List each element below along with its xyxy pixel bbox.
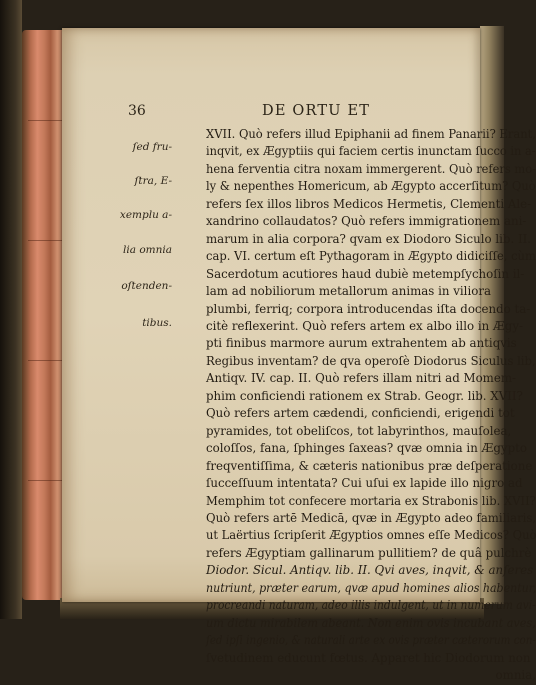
text-line: xandrino collaudatos? Quò refers immigrationem ani-: [206, 214, 527, 229]
text-line: ſvetudinem educunt fœtus. Apparet hic Diodorum non: [206, 650, 531, 665]
margin-note: xemplu a-: [119, 209, 172, 221]
margin-note: ſtra, E-: [134, 175, 172, 187]
text-line: procreandi naturam, adeo illis indulgent, ut in numerum avi-: [206, 598, 536, 613]
text-line: Diodor. Sicul. Antiqv. lib. II. Qvi aves, inqvit, & anſeres: [206, 563, 534, 578]
text-line: ut Laërtius ſcripſerit Ægyptios omnes eſſe Medicos? Quò: [206, 528, 536, 543]
text-line: Antiqv. IV. cap. II. Quò refers illam nitri ad Momem-: [206, 371, 517, 386]
text-line: ly & nepenthes Homericum, ab Ægypto accerſitum? Quò: [206, 179, 536, 194]
text-line: coloſſos, fana, ſphinges ſaxeas? qvæ omnia in Ægypto: [206, 441, 527, 456]
text-line: hena ferventia citra noxam immergerent. Quò refers mo-: [206, 161, 536, 176]
text-line: nutriunt, præter earum, qvæ apud homines alios habentur,: [206, 580, 536, 595]
running-head: [62, 103, 480, 123]
book-shadow-left: [0, 0, 22, 619]
text-line: ſucceſſuum intentata? Cui uſui ex lapide illo nigro ad: [206, 476, 523, 491]
running-title: DE ORTU ET: [262, 103, 371, 119]
text-line: citè reflexerint. Quò refers artem ex albo illo in Ægy-: [206, 318, 523, 333]
margin-note: ſed fru-: [132, 141, 172, 153]
book-binding: [22, 30, 66, 600]
text-line: Quò refers artē Medicā, qvæ in Ægypto adeo familiaris,: [206, 510, 536, 525]
text-line: Sacerdotum acutiores haud dubiè metempſychoſin il-: [206, 266, 525, 281]
body-text: [206, 126, 536, 685]
text-line: refers ſex illos libros Medicos Hermetis, Clementi Ale-: [206, 196, 532, 211]
text-line: Regibus inventam? de qva operoſè Diodorus Siculus lib,: [206, 353, 536, 368]
text-line: cap. VI. certum eſt Pythagoram in Ægypto didiciſſe, cùm: [206, 249, 536, 264]
book-page: [62, 28, 536, 683]
text-line: lam ad nobiliorum metallorum animas in viliora: [206, 284, 491, 299]
text-line: XVII. Quò refers illud Epiphanii ad finem Panarii? Erant,: [206, 127, 536, 141]
margin-note: tibus.: [142, 317, 172, 329]
text-line: Quò refers artem cædendi, conficiendi, erigendi tot: [206, 406, 515, 421]
text-line: phim conficiendi rationem ex Strab. Geogr. lib. XVII?: [206, 388, 523, 403]
text-line: pyramides, tot obeliſcos, tot labyrinthos, mauſolea,: [206, 423, 512, 438]
margin-note: oſtenden-: [121, 280, 172, 292]
text-line: pti finibus marmore aurum extrahentem ab antiqvis: [206, 336, 517, 351]
text-line: ſed ipſi ingenio, & naturali arte ex ovis præter cæterorum con-: [206, 633, 536, 648]
text-line: omnia,: [495, 668, 536, 683]
margin-note: lia omnia: [123, 244, 172, 256]
text-line: inqvit, ex Ægyptiis qui faciem certis inunctam ſucco in a-: [206, 144, 536, 159]
text-line: um dictu mirabilem abeant. Non enim ovis incubant aves,: [206, 615, 536, 630]
text-line: Memphim tot confecere mortaria ex Strabonis lib. XVII?: [206, 493, 536, 508]
text-line: freqventiſſima, & cæteris nationibus præ deſperatione: [206, 458, 533, 473]
text-line: plumbi, ferriq; corpora introducendas iſta docendo ta-: [206, 301, 531, 316]
page-number: 36: [128, 103, 146, 119]
text-line: marum in alia corpora? qvam ex Diodoro Siculo lib. II.: [206, 231, 532, 246]
text-line: refers Ægyptiam gallinarum pullitiem? de quâ pulchrè: [206, 545, 532, 560]
